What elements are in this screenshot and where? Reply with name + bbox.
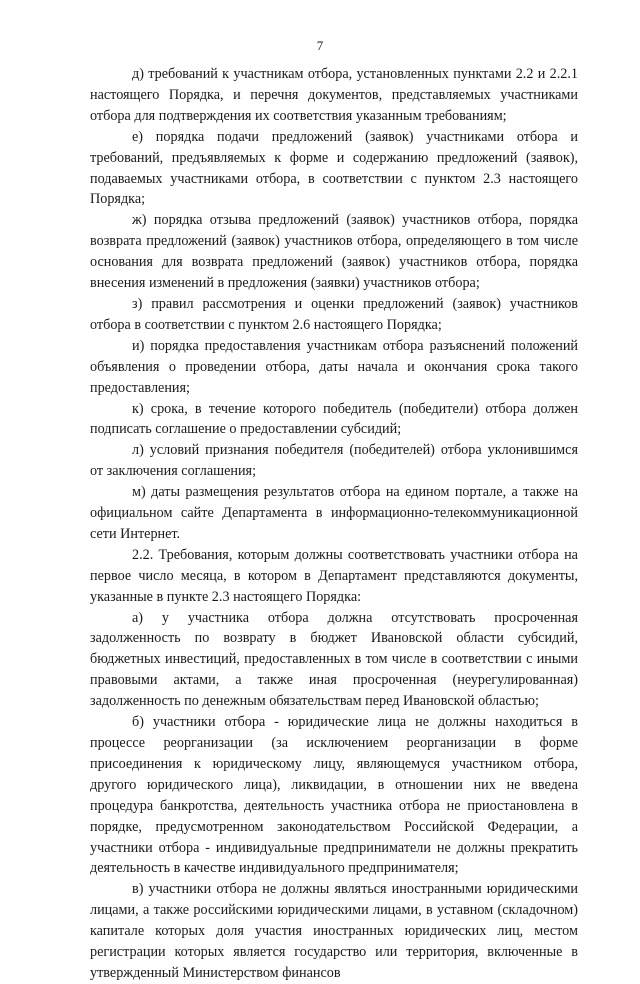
paragraph-b: б) участники отбора - юридические лица не должны находиться в процессе реорганизации (за исключением реорганизации в форме присоединения к юридическому лицу, являющемуся участником отбора, другого юридического лица), ликвидации, в отношении них не введена процедура банкротства, деятельность участника отбора не приостановлена в порядке, предусмотренном законодательством Российской Федерации, а участники отбора - индивидуальные предприниматели не должны прекратить деятельность в качестве индивидуального предпринимателя;: [90, 714, 578, 877]
paragraph-e: е) порядка подачи предложений (заявок) участниками отбора и требований, предъявляемых к форме и содержанию предложений (заявок), подаваемых участниками отбора, в соответствии с пунктом 2.3 настоящего Порядка;: [90, 128, 578, 208]
document-body: [90, 64, 578, 984]
paragraph-a: а) у участника отбора должна отсутствовать просроченная задолженность по возврату в бюджет Ивановской области субсидий, бюджетных инвестиций, предоставленных в том числе в соответствии с иными правовыми актами, а также иная просроченная (неурегулированная) задолженность по денежным обязательствам перед Ивановской областью;: [90, 609, 578, 710]
paragraph-v: в) участники отбора не должны являться иностранными юридическими лицами, а также российскими юридическими лицами, в уставном (складочном) капитале которых доля участия иностранных юридических лиц, местом регистрации которых является государство или территория, включенные в утвержденный Министерством финансов: [90, 881, 578, 981]
page-number: 7: [316, 38, 324, 53]
paragraph-z: з) правил рассмотрения и оценки предложений (заявок) участников отбора в соответствии с пунктом 2.6 настоящего Порядка;: [90, 295, 578, 333]
paragraph-l: л) условий признания победителя (победителей) отбора уклонившимся от заключения соглашения;: [90, 442, 578, 480]
paragraph-zh: ж) порядка отзыва предложений (заявок) участников отбора, порядка возврата предложений (заявок) участников отбора, определяющего в том числе основания для возврата предложений (заявок) участников отбора, порядка внесения изменений в предложения (заявки) участников отбора;: [90, 212, 578, 292]
paragraph-k: к) срока, в течение которого победитель (победители) отбора должен подписать соглашение о предоставлении субсидий;: [90, 400, 578, 438]
paragraph-d: д) требований к участникам отбора, установленных пунктами 2.2 и 2.2.1 настоящего Порядка, и перечня документов, представляемых участниками отбора для подтверждения их соответствия указанным требованиям;: [90, 66, 578, 124]
paragraph-i: и) порядка предоставления участникам отбора разъяснений положений объявления о проведении отбора, даты начала и окончания срока такого предоставления;: [90, 337, 578, 396]
paragraph-m: м) даты размещения результатов отбора на едином портале, а также на официальном сайте Департамента в информационно-телекоммуникационной сети Интернет.: [90, 484, 578, 542]
section-2-2-heading: 2.2. Требования, которым должны соответствовать участники отбора на первое число месяца, в котором в Департамент представляются документы, указанные в пункте 2.3 настоящего Порядка:: [90, 546, 578, 605]
